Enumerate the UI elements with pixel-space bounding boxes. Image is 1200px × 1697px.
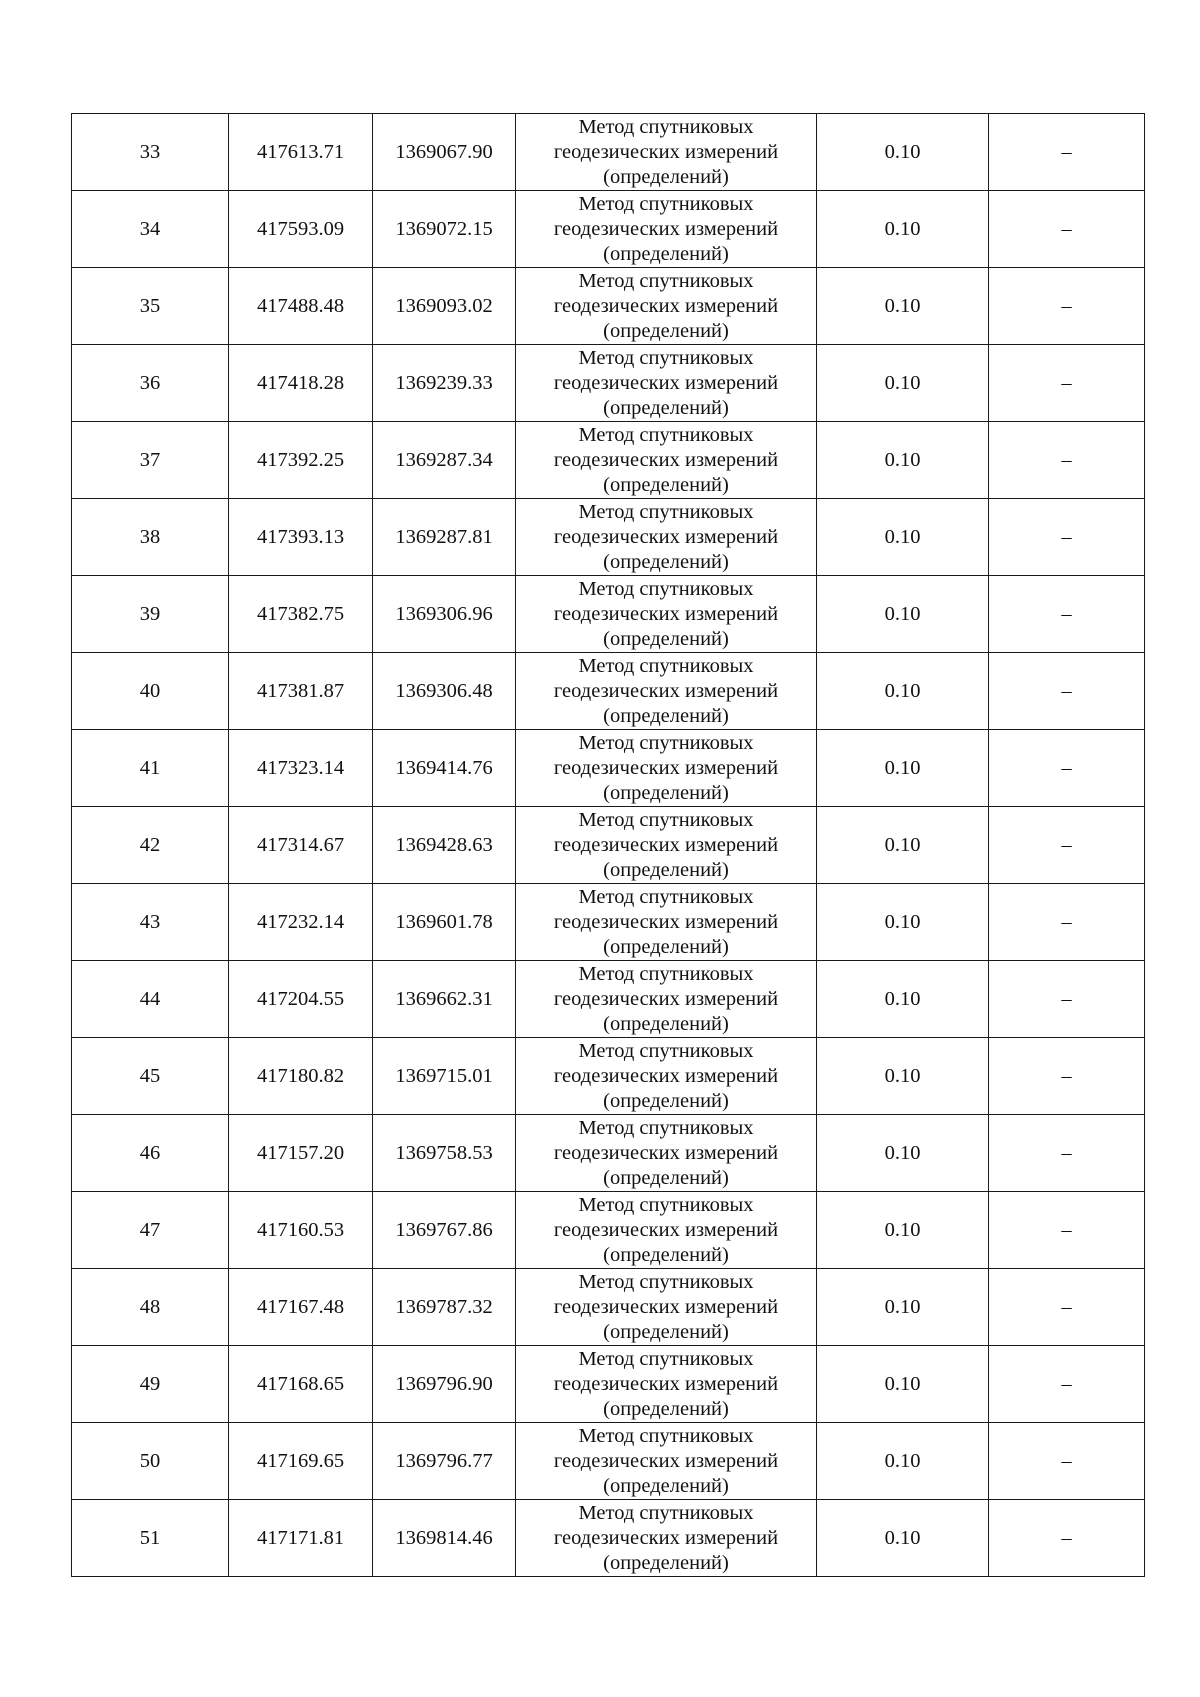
x-coordinate-text: 417167.48 (256, 1295, 345, 1318)
accuracy-cell (817, 884, 989, 961)
method-cell (516, 1115, 817, 1192)
point-number-text: 49 (139, 1372, 161, 1395)
coordinates-table-body (72, 114, 1145, 1577)
description-cell (989, 268, 1145, 345)
accuracy-cell (817, 1423, 989, 1500)
accuracy-cell (817, 114, 989, 191)
y-coordinate-cell (373, 884, 516, 961)
description-text: – (1061, 1526, 1072, 1549)
accuracy-cell (817, 268, 989, 345)
accuracy-cell (817, 1192, 989, 1269)
accuracy-text: 0.10 (884, 525, 921, 548)
accuracy-cell (817, 191, 989, 268)
y-coordinate-cell (373, 807, 516, 884)
x-coordinate-text: 417613.71 (256, 140, 345, 163)
x-coordinate-text: 417382.75 (256, 602, 345, 625)
description-text: – (1061, 1449, 1072, 1472)
method-cell (516, 345, 817, 422)
point-number-cell (72, 422, 229, 499)
x-coordinate-cell (229, 1115, 373, 1192)
accuracy-text: 0.10 (884, 833, 921, 856)
point-number-cell (72, 499, 229, 576)
x-coordinate-text: 417393.13 (256, 525, 345, 548)
description-text: – (1061, 910, 1072, 933)
point-number-text: 35 (139, 294, 161, 317)
y-coordinate-text: 1369072.15 (395, 217, 493, 240)
x-coordinate-text: 417593.09 (256, 217, 345, 240)
point-number-cell (72, 884, 229, 961)
method-text: Метод спутниковых геодезических измерений (определений) (553, 1116, 779, 1189)
point-number-cell (72, 1038, 229, 1115)
accuracy-text: 0.10 (884, 294, 921, 317)
point-number-cell (72, 1192, 229, 1269)
point-number-cell (72, 730, 229, 807)
y-coordinate-text: 1369239.33 (395, 371, 493, 394)
y-coordinate-text: 1369662.31 (395, 987, 493, 1010)
y-coordinate-cell (373, 653, 516, 730)
y-coordinate-cell (373, 576, 516, 653)
accuracy-text: 0.10 (884, 987, 921, 1010)
point-number-cell (72, 1423, 229, 1500)
description-text: – (1061, 987, 1072, 1010)
accuracy-cell (817, 730, 989, 807)
description-cell (989, 1346, 1145, 1423)
x-coordinate-text: 417180.82 (256, 1064, 345, 1087)
description-cell (989, 576, 1145, 653)
accuracy-text: 0.10 (884, 1526, 921, 1549)
y-coordinate-text: 1369796.90 (395, 1372, 493, 1395)
description-text: – (1061, 1064, 1072, 1087)
method-text: Метод спутниковых геодезических измерений (определений) (553, 1193, 779, 1266)
point-number-text: 38 (139, 525, 161, 548)
table-row (72, 1423, 1145, 1500)
description-cell (989, 1192, 1145, 1269)
description-text: – (1061, 679, 1072, 702)
table-row (72, 1500, 1145, 1577)
accuracy-text: 0.10 (884, 910, 921, 933)
method-cell (516, 730, 817, 807)
y-coordinate-cell (373, 268, 516, 345)
y-coordinate-text: 1369306.48 (395, 679, 493, 702)
accuracy-text: 0.10 (884, 602, 921, 625)
method-text: Метод спутниковых геодезических измерений (определений) (553, 654, 779, 727)
x-coordinate-cell (229, 884, 373, 961)
accuracy-cell (817, 576, 989, 653)
x-coordinate-cell (229, 807, 373, 884)
point-number-text: 36 (139, 371, 161, 394)
x-coordinate-text: 417160.53 (256, 1218, 345, 1241)
point-number-text: 48 (139, 1295, 161, 1318)
method-cell (516, 1500, 817, 1577)
x-coordinate-cell (229, 114, 373, 191)
description-text: – (1061, 1372, 1072, 1395)
method-text: Метод спутниковых геодезических измерений (определений) (553, 1501, 779, 1574)
method-cell (516, 884, 817, 961)
y-coordinate-text: 1369287.81 (395, 525, 493, 548)
method-cell (516, 191, 817, 268)
table-row (72, 191, 1145, 268)
accuracy-cell (817, 807, 989, 884)
accuracy-text: 0.10 (884, 1295, 921, 1318)
y-coordinate-cell (373, 1192, 516, 1269)
point-number-cell (72, 1269, 229, 1346)
method-cell (516, 1346, 817, 1423)
coordinates-table (71, 113, 1145, 1577)
description-cell (989, 961, 1145, 1038)
method-text: Метод спутниковых геодезических измерений (определений) (553, 500, 779, 573)
point-number-text: 46 (139, 1141, 161, 1164)
point-number-cell (72, 1500, 229, 1577)
accuracy-text: 0.10 (884, 756, 921, 779)
method-text: Метод спутниковых геодезических измерений (определений) (553, 269, 779, 342)
accuracy-cell (817, 1346, 989, 1423)
method-text: Метод спутниковых геодезических измерений (определений) (553, 1039, 779, 1112)
description-cell (989, 499, 1145, 576)
y-coordinate-text: 1369428.63 (395, 833, 493, 856)
point-number-cell (72, 114, 229, 191)
description-text: – (1061, 1295, 1072, 1318)
x-coordinate-cell (229, 345, 373, 422)
method-cell (516, 499, 817, 576)
accuracy-text: 0.10 (884, 1372, 921, 1395)
y-coordinate-text: 1369787.32 (395, 1295, 493, 1318)
description-text: – (1061, 371, 1072, 394)
accuracy-cell (817, 1038, 989, 1115)
point-number-text: 50 (139, 1449, 161, 1472)
y-coordinate-text: 1369767.86 (395, 1218, 493, 1241)
description-text: – (1061, 217, 1072, 240)
accuracy-cell (817, 1500, 989, 1577)
y-coordinate-cell (373, 191, 516, 268)
x-coordinate-text: 417232.14 (256, 910, 345, 933)
x-coordinate-text: 417171.81 (256, 1526, 345, 1549)
table-row (72, 1115, 1145, 1192)
point-number-text: 37 (139, 448, 161, 471)
point-number-text: 33 (139, 140, 161, 163)
y-coordinate-text: 1369306.96 (395, 602, 493, 625)
accuracy-text: 0.10 (884, 371, 921, 394)
accuracy-cell (817, 422, 989, 499)
method-text: Метод спутниковых геодезических измерений (определений) (553, 423, 779, 496)
point-number-text: 45 (139, 1064, 161, 1087)
method-text: Метод спутниковых геодезических измерений (определений) (553, 115, 779, 188)
description-text: – (1061, 525, 1072, 548)
y-coordinate-cell (373, 1500, 516, 1577)
y-coordinate-text: 1369758.53 (395, 1141, 493, 1164)
point-number-text: 42 (139, 833, 161, 856)
table-row (72, 961, 1145, 1038)
method-text: Метод спутниковых геодезических измерений (определений) (553, 808, 779, 881)
description-text: – (1061, 756, 1072, 779)
point-number-cell (72, 1346, 229, 1423)
table-row (72, 499, 1145, 576)
x-coordinate-text: 417381.87 (256, 679, 345, 702)
y-coordinate-cell (373, 730, 516, 807)
method-cell (516, 268, 817, 345)
x-coordinate-cell (229, 1346, 373, 1423)
y-coordinate-text: 1369067.90 (395, 140, 493, 163)
y-coordinate-text: 1369414.76 (395, 756, 493, 779)
y-coordinate-text: 1369715.01 (395, 1064, 493, 1087)
description-cell (989, 1423, 1145, 1500)
table-row (72, 114, 1145, 191)
accuracy-cell (817, 1269, 989, 1346)
x-coordinate-cell (229, 1423, 373, 1500)
y-coordinate-cell (373, 422, 516, 499)
accuracy-text: 0.10 (884, 1449, 921, 1472)
description-cell (989, 114, 1145, 191)
x-coordinate-cell (229, 730, 373, 807)
accuracy-text: 0.10 (884, 679, 921, 702)
y-coordinate-cell (373, 114, 516, 191)
description-text: – (1061, 294, 1072, 317)
table-row (72, 1346, 1145, 1423)
y-coordinate-cell (373, 961, 516, 1038)
accuracy-cell (817, 345, 989, 422)
accuracy-text: 0.10 (884, 1218, 921, 1241)
method-cell (516, 1269, 817, 1346)
description-cell (989, 653, 1145, 730)
x-coordinate-text: 417168.65 (256, 1372, 345, 1395)
point-number-cell (72, 268, 229, 345)
x-coordinate-cell (229, 268, 373, 345)
accuracy-text: 0.10 (884, 1064, 921, 1087)
point-number-text: 51 (139, 1526, 161, 1549)
point-number-text: 47 (139, 1218, 161, 1241)
x-coordinate-text: 417157.20 (256, 1141, 345, 1164)
method-text: Метод спутниковых геодезических измерений (определений) (553, 885, 779, 958)
table-row (72, 653, 1145, 730)
accuracy-cell (817, 1115, 989, 1192)
x-coordinate-text: 417314.67 (256, 833, 345, 856)
description-cell (989, 422, 1145, 499)
method-cell (516, 1038, 817, 1115)
x-coordinate-text: 417169.65 (256, 1449, 345, 1472)
y-coordinate-text: 1369814.46 (395, 1526, 493, 1549)
description-text: – (1061, 1218, 1072, 1241)
point-number-text: 44 (139, 987, 161, 1010)
point-number-cell (72, 191, 229, 268)
x-coordinate-cell (229, 1269, 373, 1346)
description-text: – (1061, 602, 1072, 625)
accuracy-cell (817, 499, 989, 576)
x-coordinate-cell (229, 1038, 373, 1115)
table-row (72, 345, 1145, 422)
accuracy-text: 0.10 (884, 448, 921, 471)
description-text: – (1061, 140, 1072, 163)
point-number-text: 41 (139, 756, 161, 779)
table-row (72, 1038, 1145, 1115)
method-cell (516, 961, 817, 1038)
description-cell (989, 1500, 1145, 1577)
description-cell (989, 884, 1145, 961)
x-coordinate-cell (229, 961, 373, 1038)
y-coordinate-cell (373, 1423, 516, 1500)
method-text: Метод спутниковых геодезических измерений (определений) (553, 346, 779, 419)
y-coordinate-text: 1369601.78 (395, 910, 493, 933)
table-row (72, 268, 1145, 345)
accuracy-cell (817, 653, 989, 730)
description-text: – (1061, 448, 1072, 471)
accuracy-text: 0.10 (884, 140, 921, 163)
method-text: Метод спутниковых геодезических измерений (определений) (553, 192, 779, 265)
method-cell (516, 114, 817, 191)
method-cell (516, 576, 817, 653)
method-text: Метод спутниковых геодезических измерений (определений) (553, 962, 779, 1035)
table-row (72, 1192, 1145, 1269)
y-coordinate-cell (373, 345, 516, 422)
method-cell (516, 422, 817, 499)
x-coordinate-cell (229, 422, 373, 499)
point-number-text: 39 (139, 602, 161, 625)
accuracy-text: 0.10 (884, 1141, 921, 1164)
x-coordinate-text: 417204.55 (256, 987, 345, 1010)
y-coordinate-cell (373, 1269, 516, 1346)
point-number-cell (72, 576, 229, 653)
method-cell (516, 1192, 817, 1269)
table-row (72, 1269, 1145, 1346)
description-text: – (1061, 1141, 1072, 1164)
point-number-cell (72, 1115, 229, 1192)
method-cell (516, 1423, 817, 1500)
y-coordinate-text: 1369796.77 (395, 1449, 493, 1472)
y-coordinate-text: 1369287.34 (395, 448, 493, 471)
y-coordinate-cell (373, 499, 516, 576)
description-cell (989, 1038, 1145, 1115)
point-number-text: 43 (139, 910, 161, 933)
table-row (72, 730, 1145, 807)
x-coordinate-text: 417392.25 (256, 448, 345, 471)
point-number-text: 40 (139, 679, 161, 702)
x-coordinate-cell (229, 1192, 373, 1269)
method-text: Метод спутниковых геодезических измерений (определений) (553, 1270, 779, 1343)
description-cell (989, 345, 1145, 422)
table-row (72, 576, 1145, 653)
x-coordinate-text: 417323.14 (256, 756, 345, 779)
point-number-cell (72, 961, 229, 1038)
point-number-text: 34 (139, 217, 161, 240)
accuracy-text: 0.10 (884, 217, 921, 240)
y-coordinate-cell (373, 1038, 516, 1115)
y-coordinate-cell (373, 1346, 516, 1423)
method-cell (516, 653, 817, 730)
description-cell (989, 1269, 1145, 1346)
point-number-cell (72, 653, 229, 730)
table-row (72, 807, 1145, 884)
description-cell (989, 1115, 1145, 1192)
table-row (72, 884, 1145, 961)
y-coordinate-cell (373, 1115, 516, 1192)
point-number-cell (72, 807, 229, 884)
x-coordinate-text: 417488.48 (256, 294, 345, 317)
method-text: Метод спутниковых геодезических измерений (определений) (553, 577, 779, 650)
method-text: Метод спутниковых геодезических измерений (определений) (553, 1347, 779, 1420)
x-coordinate-cell (229, 191, 373, 268)
x-coordinate-cell (229, 499, 373, 576)
point-number-cell (72, 345, 229, 422)
x-coordinate-cell (229, 576, 373, 653)
description-text: – (1061, 833, 1072, 856)
y-coordinate-text: 1369093.02 (395, 294, 493, 317)
x-coordinate-cell (229, 1500, 373, 1577)
x-coordinate-text: 417418.28 (256, 371, 345, 394)
table-row (72, 422, 1145, 499)
method-text: Метод спутниковых геодезических измерений (определений) (553, 1424, 779, 1497)
description-cell (989, 191, 1145, 268)
description-cell (989, 730, 1145, 807)
method-text: Метод спутниковых геодезических измерений (определений) (553, 731, 779, 804)
description-cell (989, 807, 1145, 884)
x-coordinate-cell (229, 653, 373, 730)
method-cell (516, 807, 817, 884)
accuracy-cell (817, 961, 989, 1038)
